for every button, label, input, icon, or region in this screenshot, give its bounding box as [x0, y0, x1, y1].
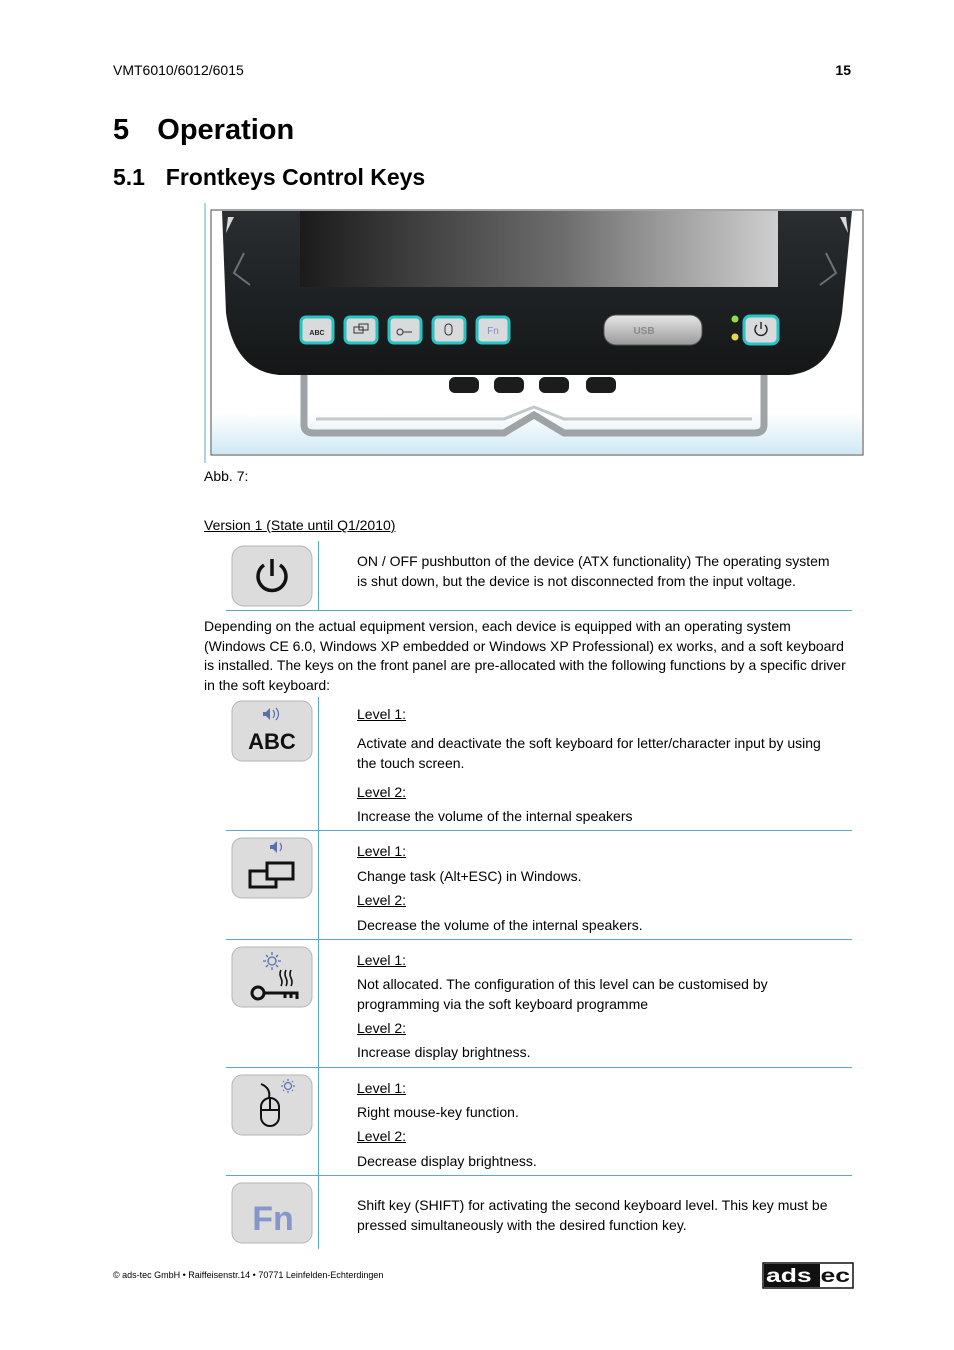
- key4-level2-text: Decrease display brightness.: [357, 1153, 537, 1169]
- usb-label: USB: [633, 326, 655, 337]
- task-switch-key-icon: [231, 837, 313, 904]
- key-brightness-icon: [231, 946, 313, 1013]
- power-key-icon: [231, 545, 313, 612]
- key2-level1-text: Change task (Alt+ESC) in Windows.: [357, 868, 582, 884]
- key3-level1-label: Level 1:: [357, 952, 407, 968]
- device-illustration: [204, 203, 864, 463]
- subsection-number: 5.1: [113, 164, 145, 190]
- abc-key-icon: [231, 700, 313, 767]
- key1-level2-label: Level 2:: [357, 784, 407, 800]
- table-divider: [226, 610, 852, 611]
- table-divider: [226, 1175, 852, 1176]
- section-number: 5: [113, 114, 130, 146]
- figure-caption: Abb. 7:: [204, 468, 249, 484]
- key3-level2-text: Increase display brightness.: [357, 1044, 531, 1060]
- key2-level2-label: Level 2:: [357, 892, 407, 908]
- page-number: 15: [835, 62, 851, 78]
- key2-level2-text: Decrease the volume of the internal speakers.: [357, 917, 643, 933]
- footer-address: © ads-tec GmbH • Raiffeisenstr.14 • 70771 Leinfelden-Echterdingen: [113, 1270, 384, 1280]
- fn-label: Fn: [487, 326, 499, 337]
- table-divider: [226, 939, 852, 940]
- power-key-description: ON / OFF pushbutton of the device (ATX functionality) The operating system is shut down, but the device is not disconnected from the input voltage.: [357, 553, 830, 589]
- key4-level1-text: Right mouse-key function.: [357, 1104, 519, 1120]
- section-heading: [113, 114, 294, 147]
- logo-text: ads tec: [766, 1266, 840, 1287]
- abc-label: ABC: [309, 330, 325, 337]
- fn-icon-text: Fn: [252, 1200, 294, 1238]
- version-heading: Version 1 (State until Q1/2010): [204, 517, 396, 533]
- table-divider: [226, 1067, 852, 1068]
- table-divider: [226, 830, 852, 831]
- device-front-panel-figure: [204, 203, 864, 463]
- key2-level1-label: Level 1:: [357, 843, 407, 859]
- table-divider: [318, 541, 319, 611]
- key1-level1-text: Activate and deactivate the soft keyboard for letter/character input by using the touch screen.: [357, 735, 821, 771]
- document-title: VMT6010/6012/6015: [113, 62, 244, 78]
- section-title: Operation: [157, 114, 295, 146]
- key4-level1-label: Level 1:: [357, 1080, 407, 1096]
- intro-paragraph: Depending on the actual equipment version, each device is equipped with an operating system (Windows CE 6.0, Windows XP embedded or Windows XP Professional) ex works, and a soft keyboard is installed. The keys on the front panel are pre-allocated with the following functions by a specific driver in the soft keyboard:: [204, 618, 846, 693]
- key4-level2-label: Level 2:: [357, 1128, 407, 1144]
- mouse-key-icon: [231, 1074, 313, 1141]
- ads-tec-logo: [762, 1262, 854, 1289]
- key1-level1-label: Level 1:: [357, 706, 407, 722]
- key3-level1-text: Not allocated. The configuration of this level can be customised by programming via the soft keyboard programme: [357, 976, 768, 1012]
- key1-level2-text: Increase the volume of the internal speakers: [357, 808, 633, 824]
- key5-description: Shift key (SHIFT) for activating the second keyboard level. This key must be pressed simultaneously with the desired function key.: [357, 1197, 828, 1233]
- table-divider: [318, 697, 319, 1249]
- fn-key-icon: [231, 1182, 313, 1249]
- abc-icon-text: ABC: [248, 729, 296, 754]
- key3-level2-label: Level 2:: [357, 1020, 407, 1036]
- subsection-heading: [113, 164, 425, 191]
- subsection-title: Frontkeys Control Keys: [165, 164, 426, 190]
